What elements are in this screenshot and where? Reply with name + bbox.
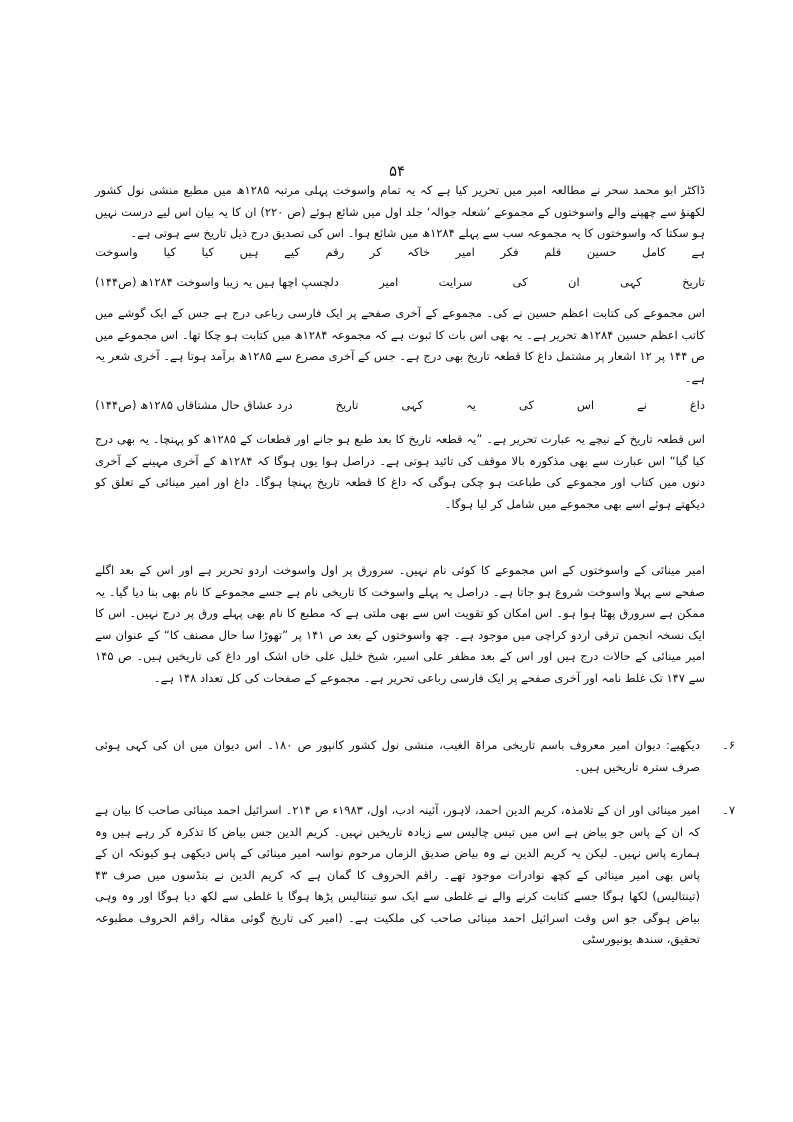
verse-word: فکر bbox=[500, 245, 519, 259]
verse-word: کامل bbox=[642, 245, 666, 259]
footnote-text: امیر مینائی اور ان کے تلامذہ، کریم الدین احمد، لاہور، آئینہ ادب، اول، ۱۹۸۳ء ص ۲۱۴۔ اسرائیل احمد مینائی صاحب کا بیان ہے کہ ان کے پاس جو بیاض ہے اس میں تیس چالیس سے زیادہ تاریخیں نہیں۔ کریم الدین جس بیاض کا تذکرہ کر رہے ہیں وہ ہمارے پاس نہیں۔ لیکن یہ کریم الدین نے وہ بیاض صدیق الزماں مرحوم نواسہ امیر مینائی کے پاس دیکھی ہو کیونکہ ان کے پاس بھی امیر مینائی کے کچھ نوادرات موجود تھے۔ راقم الحروف کا گمان ہے کہ کریم الدین نے بنڈسوں میں صرف ۴۳ (تینتالیس) لکھا ہوگا جسے کتابت کرنے والے نے غلطی سے ایک سو تینتالیس پڑھا ہوگا یا غلطی سے لکھ دیا ہوگا اور وہ وہی بیاض ہوگی جو اس وقت اسرائیل احمد مینائی صاحب کی ملکیت ہے۔ (امیر کی تاریخ گوئی مقالہ راقم الحروف مطبوعہ تحقیق، سندھ یونیورسٹی bbox=[95, 803, 701, 946]
footnote-6 bbox=[95, 735, 735, 778]
verse-word: داغ bbox=[689, 398, 705, 412]
verse-word: اس bbox=[576, 398, 595, 412]
footnote-text: دیکھیے: دیوان امیر معروف باسم تاریخی مراۃ الغیب، منشی نول کشور کانپور ص ۱۸۰۔ اس دیوان میں ان کی کہی ہوئی صرف سترہ تاریخیں ہیں۔ bbox=[95, 738, 700, 774]
verse-word: قلم bbox=[544, 245, 562, 259]
verse-word: امیر bbox=[455, 245, 475, 259]
footnote-7 bbox=[95, 800, 735, 951]
page-number: ۵۴ bbox=[388, 162, 406, 180]
verse-word: دلچسپ اچھا ہیں یہ زیبا واسوخت ۱۲۸۴ھ (ص۱۴۴) bbox=[95, 275, 339, 289]
verse-word: حسین bbox=[586, 245, 617, 259]
verse-word: سرایت bbox=[438, 275, 473, 289]
verse-word: کیے bbox=[284, 245, 300, 259]
verse-1-line-2 bbox=[95, 275, 705, 289]
paragraph-4: امیر مینائی کے واسوختوں کے اس مجموعے کا کوئی نام نہیں۔ سرورق پر اول واسوخت اردو تحریر ہے اور اس کے بعد اگلے صفحے سے پہلا واسوخت شروع ہو جاتا ہے۔ دراصل یہ پہلے واسوخت کا تاریخی نام ہے جسے مجموعے کا نام بھی بنا دیا گیا۔ یہ ممکن ہے سرورق پھٹا ہوا ہو۔ اس امکان کو تقویت اس سے بھی ملتی ہے کہ مطبع کا نام بھی پہلے ورق پر درج نہیں۔ اس کا ایک نسخہ انجمن ترقی اردو کراچی میں موجود ہے۔ چھ واسوختوں کے بعد ص ۱۴۱ پر ”تھوڑا سا حال مصنف کا“ کے عنوان سے امیر مینائی کے حالات درج ہیں اور اس کے بعد مظفر علی اسیر، شیخ خلیل علی خاں اشک اور داغ کی تاریخیں ہیں۔ ص ۱۴۵ سے ۱۴۷ تک غلط نامہ اور آخری صفحے پر ایک فارسی رباعی تحریر ہے۔ مجموعے کے صفحات کی کل تعداد ۱۴۸ ہے۔ bbox=[95, 563, 705, 685]
verse-word: درد عشاق حال مشتاقاں ۱۲۸۵ھ (ص۱۴۴) bbox=[95, 398, 293, 412]
verse-word: ان bbox=[568, 275, 580, 289]
paragraph-1: ڈاکٹر ابو محمد سحر نے مطالعہ امیر میں تحریر کیا ہے کہ یہ تمام واسوخت پہلی مرتبہ ۱۲۸۵ھ میں مطبع منشی نول کشور لکھنؤ سے چھپنے والے واسوختوں کے مجموعے ’شعلہ جوالہ‘ جلد اول میں شائع ہوئے (ص ۲۲۰) ان کا یہ بیان اس لیے درست نہیں ہو سکتا کہ واسوختوں کا یہ مجموعہ سب سے پہلے ۱۲۸۴ھ میں شائع ہوا۔ اس کی تصدیق درج ذیل تاریخ سے ہوتی ہے۔ bbox=[95, 183, 706, 240]
verse-word: کہی bbox=[619, 275, 642, 289]
verse-word: واسوخت bbox=[95, 245, 138, 259]
verse-word: یہ bbox=[466, 398, 476, 412]
paragraph-3: اس قطعہ تاریخ کے نیچے یہ عبارت تحریر ہے۔ ”یہ قطعہ تاریخ کا بعد طبع ہو جانے اور قطعات کے ۱۲۸۵ھ کو پہنچا۔ یہ بھی درج کیا گیا“ اس عبارت سے بھی مذکورہ بالا موقف کی تائید ہوتی ہے۔ دراصل ہوا یوں ہوگا کہ ۱۲۸۴ھ کے آخری مہینے کے آخری دنوں میں کتاب اور مجموعے کی طباعت ہو چکی ہوگی کہ داغ کا قطعہ تاریخ پہنچا ہوگا۔ داغ اور امیر مینائی کے تعلق کو دیکھتے ہوئے اسے بھی مجموعے میں شامل کر لیا ہوگا۔ bbox=[95, 432, 705, 511]
verse-word: خاکہ bbox=[407, 245, 431, 259]
verse-word: کیا bbox=[201, 245, 214, 259]
verse-word: رقم bbox=[325, 245, 345, 259]
verse-word: امیر bbox=[379, 275, 399, 289]
verse-1-line-1 bbox=[95, 245, 705, 259]
verse-word: ہیں bbox=[239, 245, 259, 259]
verse-word: نے bbox=[636, 398, 647, 412]
verse-word: کیا bbox=[163, 245, 176, 259]
footnote-number: ۷۔ bbox=[722, 803, 735, 817]
verse-word: کی bbox=[518, 398, 534, 412]
verse-word: تاریخ bbox=[682, 275, 705, 289]
verse-2-line-1 bbox=[95, 398, 705, 412]
footnote-number: ۶۔ bbox=[722, 738, 735, 752]
verse-word: کر bbox=[369, 245, 382, 259]
verse-word: تاریخ bbox=[335, 398, 359, 412]
paragraph-2: اس مجموعے کی کتابت اعظم حسین نے کی۔ مجموعے کے آخری صفحے پر ایک فارسی رباعی درج ہے جس کے ایک گوشے میں کاتب اعظم حسین ۱۲۸۴ھ تحریر ہے۔ یہ بھی اس بات کا ثبوت ہے کہ مجموعہ ۱۲۸۴ھ میں کتابت ہو چکا تھا۔ اس مجموعے میں ص ۱۴۴ پر ۱۲ اشعار پر مشتمل داغ کا قطعہ تاریخ بھی درج ہے۔ جس کے آخری مصرع سے ۱۲۸۵ھ برآمد ہوتا ہے۔ آخری شعر یہ ہے۔ bbox=[95, 306, 705, 385]
verse-word: کی bbox=[512, 275, 528, 289]
verse-word: ہے bbox=[691, 245, 705, 259]
verse-word: کہی bbox=[401, 398, 424, 412]
